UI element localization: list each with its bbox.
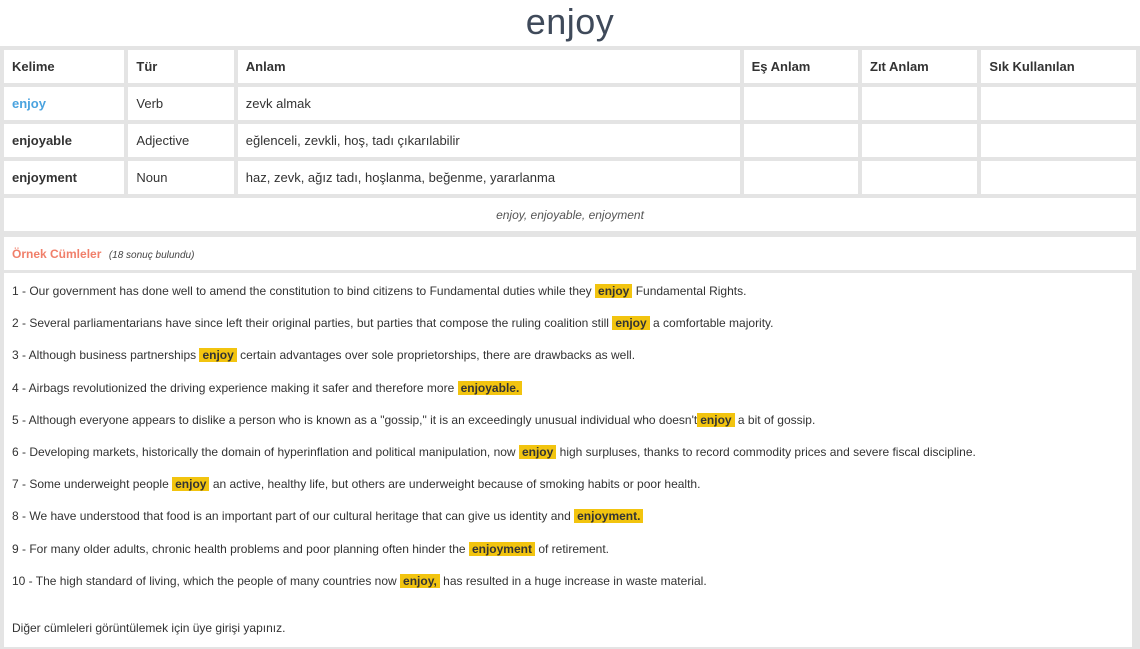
example-sentence (12, 571, 1132, 603)
highlighted-word: enjoyment. (574, 509, 643, 523)
header-sik-kullanilan: Sık Kullanılan (981, 50, 1136, 83)
sentence-text: has resulted in a huge increase in waste material. (443, 573, 707, 588)
word-meaning: zevk almak (238, 87, 740, 120)
sentence-text: 2 - Several parliamentarians have since left their original parties, but parties that compose the ruling coalition still (12, 316, 609, 331)
table-row (4, 124, 1136, 157)
sentence-text: a comfortable majority. (653, 316, 774, 331)
examples-count: (18 sonuç bulundu) (108, 250, 195, 261)
header-tur: Tür (128, 50, 233, 83)
sentence-text: 10 - The high standard of living, which the people of many countries now (12, 573, 397, 588)
word-synonym (744, 161, 858, 194)
sentence-text: Fundamental Rights. (635, 284, 747, 298)
word-common (981, 87, 1136, 120)
word-forms-row (4, 198, 1136, 231)
example-sentence (12, 281, 1132, 313)
sentence-text: 8 - We have understood that food is an important part of our cultural heritage that can give us identity and (12, 509, 571, 524)
sentence-text: an active, healthy life, but others are underweight because of smoking habits or poor health. (212, 477, 701, 492)
sentence-text: high surpluses, thanks to record commodity prices and severe fiscal discipline. (559, 444, 976, 459)
word-type: Adjective (128, 124, 233, 157)
word-meaning: haz, zevk, ağız tadı, hoşlanma, beğenme, yararlanma (238, 161, 740, 194)
word-antonym (862, 87, 977, 120)
sentence-text: certain advantages over sole proprietorships, there are drawbacks as well. (240, 348, 636, 363)
word-type: Noun (128, 161, 233, 194)
example-list (4, 273, 1132, 603)
example-sentence (12, 506, 1132, 538)
highlighted-word: enjoy (612, 316, 649, 330)
word-cell: enjoyment (4, 161, 124, 194)
header-es-anlam: Eş Anlam (744, 50, 858, 83)
sentence-text: 4 - Airbags revolutionized the driving experience making it safer and therefore more (12, 380, 455, 395)
example-sentence (12, 345, 1132, 377)
highlighted-word: enjoy (172, 477, 209, 491)
word-cell: enjoyable (4, 124, 124, 157)
word-synonym (744, 124, 858, 157)
word-meaning: eğlenceli, zevkli, hoş, tadı çıkarılabilir (238, 124, 740, 157)
word-synonym (744, 87, 858, 120)
word-forms: enjoy, enjoyable, enjoyment (4, 198, 1136, 231)
word-type: Verb (128, 87, 233, 120)
highlighted-word: enjoy (595, 284, 632, 298)
word-antonym (862, 124, 977, 157)
highlighted-word: enjoy (519, 445, 556, 459)
word-common (981, 161, 1136, 194)
table-row (4, 161, 1136, 194)
examples-header (4, 237, 1136, 270)
sentence-text: a bit of gossip. (737, 412, 816, 427)
sentence-text: 5 - Although everyone appears to dislike a person who is known as a "gossip," it is an exceedingly unusual individual who doesn't (12, 412, 698, 427)
highlighted-word: enjoy (697, 413, 734, 427)
example-sentence (12, 442, 1132, 474)
word-antonym (862, 161, 977, 194)
page-title: enjoy (525, 1, 615, 42)
sentence-text: 7 - Some underweight people (12, 477, 169, 492)
dictionary-panel (0, 46, 1140, 649)
example-sentence (12, 313, 1132, 345)
highlighted-word: enjoyment (469, 542, 535, 556)
word-common (981, 124, 1136, 157)
login-prompt: Diğer cümleleri görüntülemek için üye girişi yapınız. (12, 621, 286, 635)
sentence-text: 9 - For many older adults, chronic health problems and poor planning often hinder the (12, 541, 466, 556)
sentence-text: of retirement. (538, 541, 610, 556)
sentence-text: 6 - Developing markets, historically the domain of hyperinflation and political manipulation, now (12, 444, 516, 459)
header-anlam: Anlam (238, 50, 740, 83)
highlighted-word: enjoy, (400, 574, 440, 588)
example-sentence (12, 474, 1132, 506)
highlighted-word: enjoyable. (458, 381, 523, 395)
table-header-row (4, 50, 1136, 83)
example-sentence (12, 539, 1132, 571)
header-zit-anlam: Zıt Anlam (862, 50, 977, 83)
sentence-text: 3 - Although business partnerships (12, 348, 197, 363)
header-kelime: Kelime (4, 50, 124, 83)
examples-title: Örnek Cümleler (12, 247, 102, 261)
highlighted-word: enjoy (199, 348, 236, 362)
examples-panel (4, 273, 1132, 647)
table-row (4, 87, 1136, 120)
word-table (0, 46, 1140, 235)
sentence-text: 1 - Our government has done well to amend the constitution to bind citizens to Fundamental duties while they (12, 284, 592, 298)
example-sentence (12, 410, 1132, 442)
example-sentence (12, 378, 1132, 410)
word-link[interactable]: enjoy (4, 87, 124, 120)
